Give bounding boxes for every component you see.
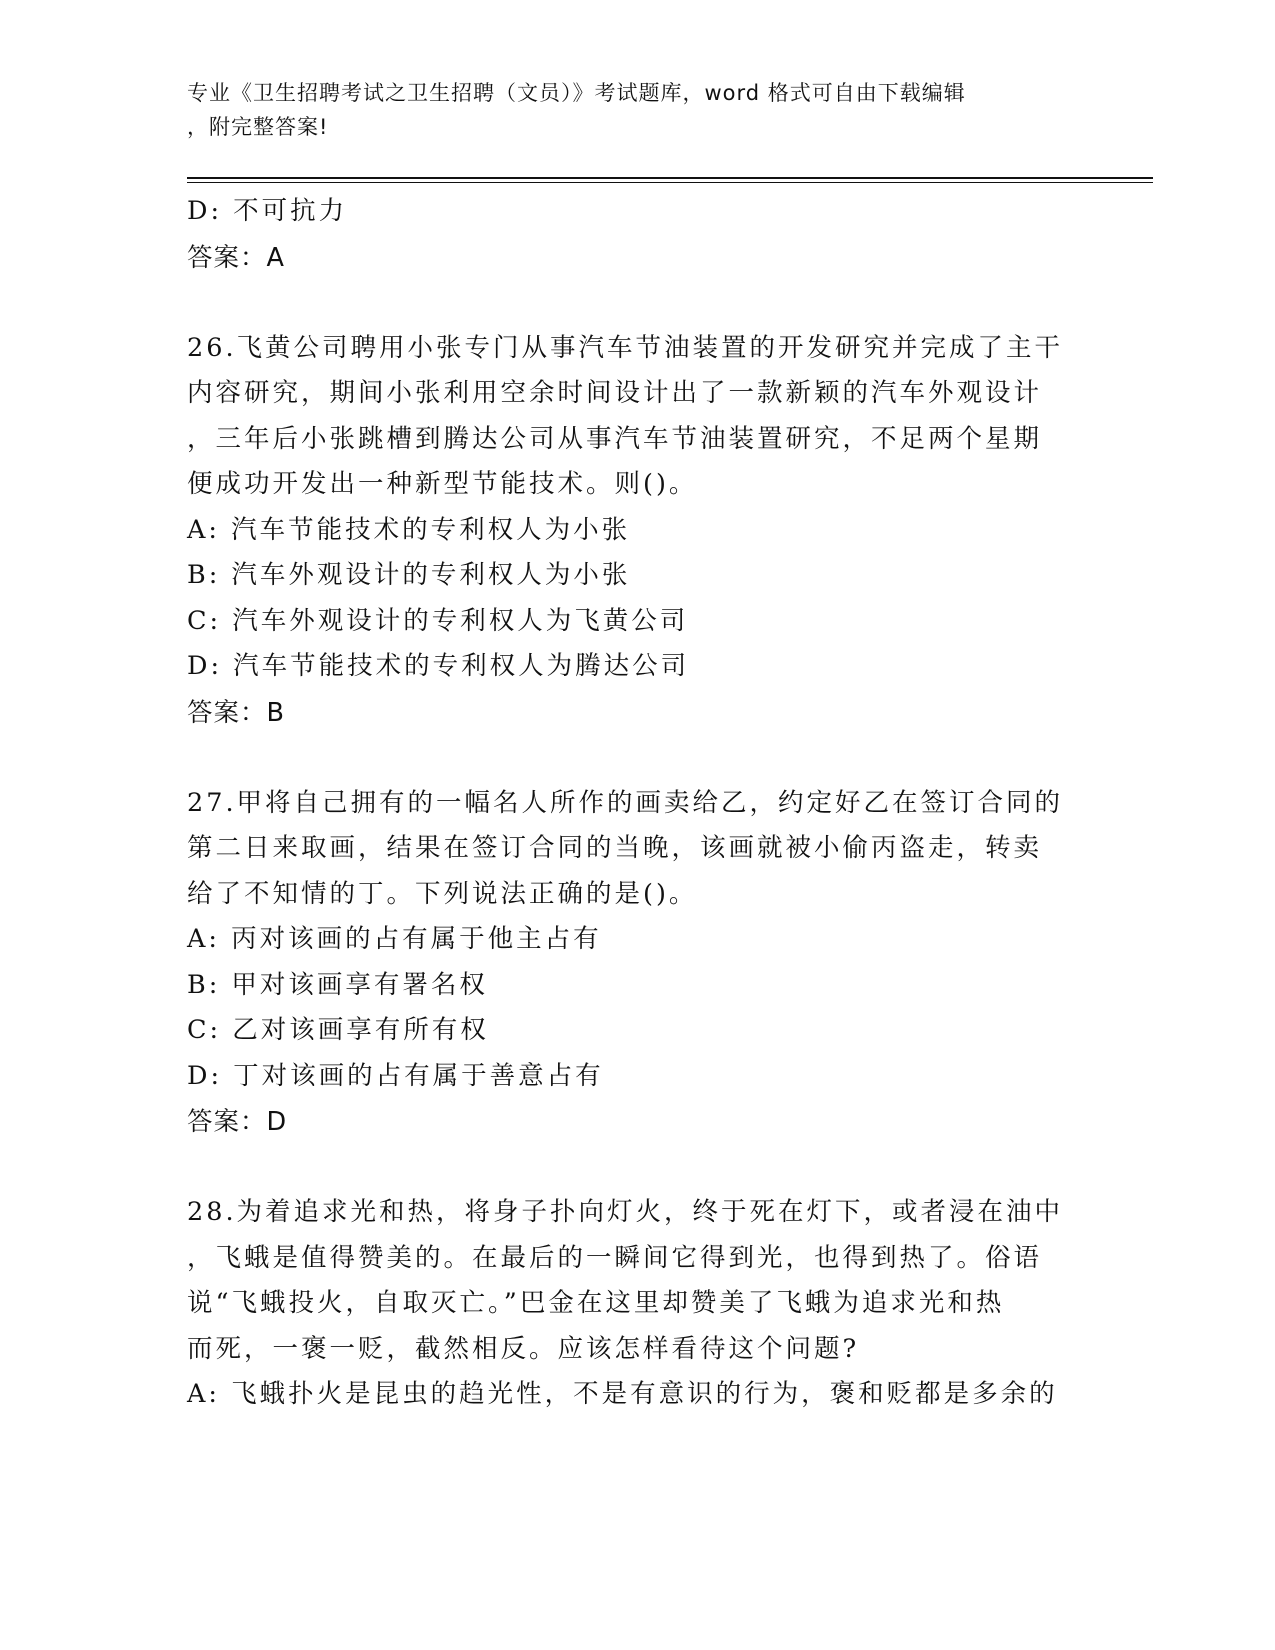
spacer — [187, 1145, 1087, 1190]
question-stem-line: 27.甲将自己拥有的一幅名人所作的画卖给乙，约定好乙在签订合同的 — [187, 787, 1064, 818]
option-c: C: 汽车外观设计的专利权人为飞黄公司 — [187, 605, 689, 636]
option-a: A: 飞蛾扑火是昆虫的趋光性，不是有意识的行为，褒和贬都是多余的 — [187, 1379, 1058, 1409]
answer-line: 答案：A — [187, 242, 285, 273]
question-27 — [187, 781, 1087, 1146]
question-stem-line: 便成功开发出一种新型节能技术。则()。 — [187, 469, 698, 499]
option-d: D: 不可抗力 — [187, 196, 348, 226]
question-stem-line: ，三年后小张跳槽到腾达公司从事汽车节油装置研究，不足两个星期 — [187, 423, 1043, 454]
option-c: C: 乙对该画享有所有权 — [187, 1015, 489, 1045]
option-b: B: 汽车外观设计的专利权人为小张 — [187, 560, 631, 590]
header-line-1: 专业《卫生招聘考试之卫生招聘（文员）》考试题库，word 格式可自由下载编辑 — [187, 81, 966, 105]
spacer — [187, 736, 1087, 781]
question-stem-line: 而死，一褒一贬，截然相反。应该怎样看待这个问题? — [187, 1333, 860, 1364]
spacer — [187, 281, 1087, 326]
question-stem-line: 内容研究，期间小张利用空余时间设计出了一款新颖的汽车外观设计 — [187, 378, 1043, 408]
page-header — [187, 76, 1067, 144]
header-line-2: ，附完整答案! — [187, 115, 329, 139]
option-d: D: 丁对该画的占有属于善意占有 — [187, 1060, 604, 1091]
question-content — [187, 189, 1087, 1418]
option-a: A: 丙对该画的占有属于他主占有 — [187, 924, 602, 954]
question-stem-line: 给了不知情的丁。下列说法正确的是()。 — [187, 878, 698, 909]
header-divider — [187, 177, 1153, 183]
question-stem-line: ，飞蛾是值得赞美的。在最后的一瞬间它得到光，也得到热了。俗语 — [187, 1242, 1043, 1273]
question-26 — [187, 326, 1087, 736]
question-stem-line: 26.飞黄公司聘用小张专门从事汽车节油装置的开发研究并完成了主干 — [187, 332, 1064, 363]
answer-line: 答案：B — [187, 697, 285, 728]
option-d: D: 汽车节能技术的专利权人为腾达公司 — [187, 651, 690, 681]
question-28 — [187, 1190, 1087, 1418]
answer-line: 答案：D — [187, 1107, 288, 1137]
option-a: A: 汽车节能技术的专利权人为小张 — [187, 514, 631, 545]
question-stem-line: 说“飞蛾投火，自取灭亡。”巴金在这里却赞美了飞蛾为追求光和热 — [187, 1288, 1005, 1318]
option-b: B: 甲对该画享有署名权 — [187, 969, 488, 1000]
question-stem-line: 28.为着追求光和热，将身子扑向灯火，终于死在灯下，或者浸在油中 — [187, 1197, 1064, 1227]
question-stem-line: 第二日来取画，结果在签订合同的当晚，该画就被小偷丙盗走，转卖 — [187, 833, 1043, 863]
